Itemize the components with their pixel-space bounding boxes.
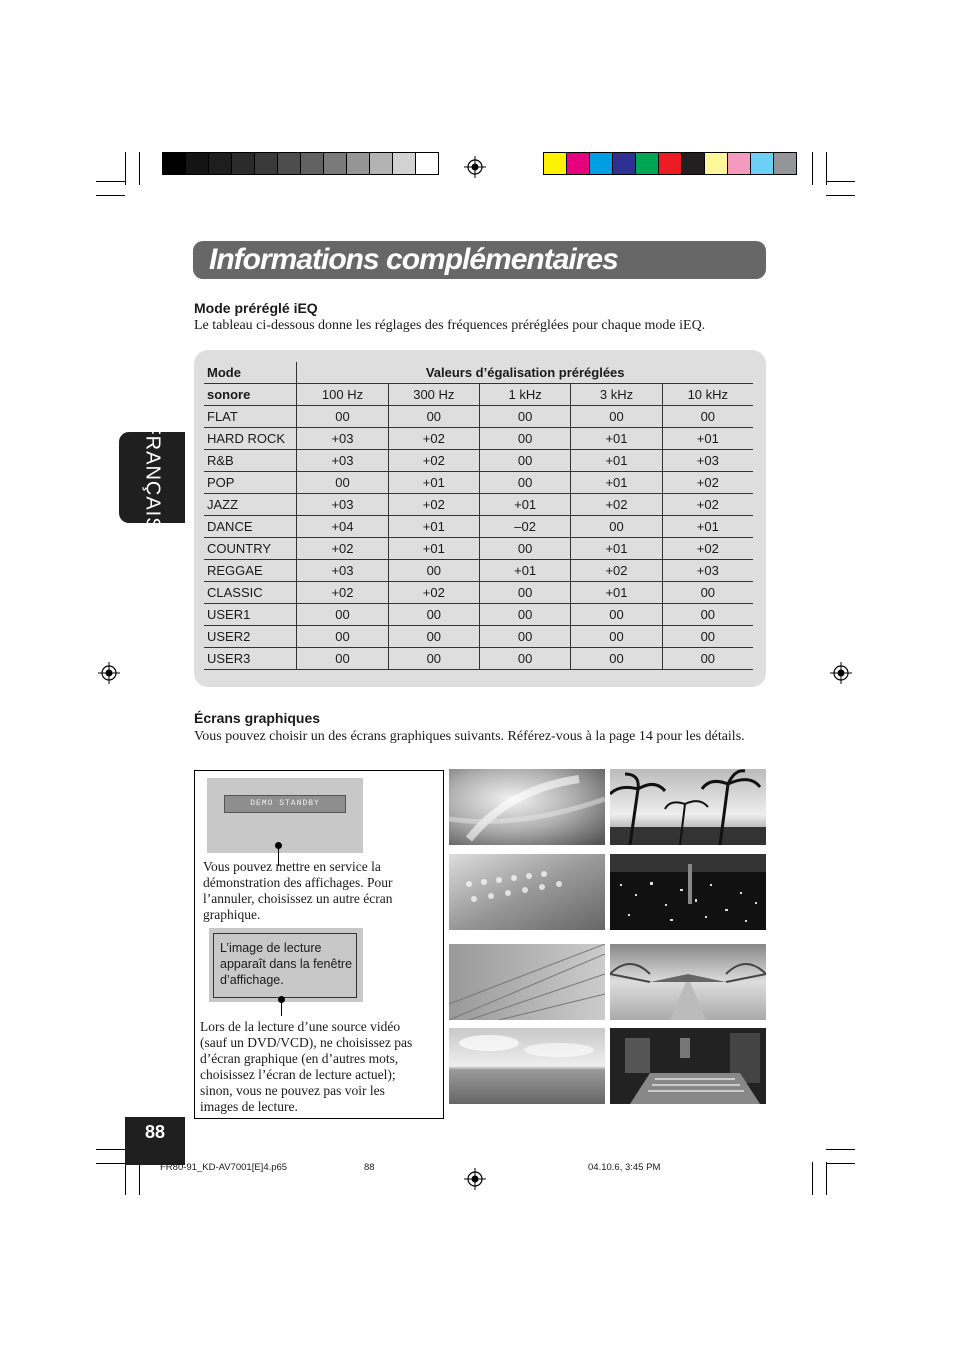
- calibration-swatch: [209, 153, 232, 174]
- value-cell: +01: [662, 516, 753, 538]
- value-cell: 00: [388, 604, 479, 626]
- calibration-swatch: [186, 153, 209, 174]
- graphic-screen-thumbnail: [610, 944, 766, 1020]
- value-cell: 00: [662, 626, 753, 648]
- value-cell: +02: [388, 582, 479, 604]
- crop-mark: [826, 1162, 827, 1195]
- crop-mark: [812, 152, 813, 185]
- freq-header: 3 kHz: [571, 384, 662, 406]
- value-cell: +02: [662, 494, 753, 516]
- language-tab: [119, 422, 185, 532]
- crop-mark: [96, 195, 125, 196]
- crop-mark: [826, 195, 855, 196]
- value-cell: +02: [571, 494, 662, 516]
- value-cell: +01: [479, 494, 570, 516]
- value-cell: +02: [297, 538, 388, 560]
- calibration-swatch: [682, 153, 705, 174]
- value-cell: 00: [479, 428, 570, 450]
- ieq-table: [204, 362, 753, 670]
- value-cell: +02: [297, 582, 388, 604]
- ieq-intro: Le tableau ci-dessous donne les réglages des fréquences préréglées pour chaque mode iEQ.: [194, 318, 706, 333]
- value-cell: 00: [388, 406, 479, 428]
- calibration-swatch: [636, 153, 659, 174]
- value-cell: 00: [297, 604, 388, 626]
- crop-mark: [826, 1149, 855, 1150]
- value-cell: +01: [571, 472, 662, 494]
- table-row: [204, 494, 753, 516]
- calibration-swatch: [347, 153, 370, 174]
- calibration-swatch: [659, 153, 682, 174]
- footer-file: FR80-91_KD-AV7001[E]4.p65: [160, 1162, 288, 1173]
- calibration-swatch: [416, 153, 438, 174]
- mode-cell: DANCE: [204, 516, 297, 538]
- crop-mark: [96, 1149, 125, 1150]
- value-cell: 00: [297, 626, 388, 648]
- value-cell: +03: [297, 428, 388, 450]
- mode-cell: FLAT: [204, 406, 297, 428]
- table-row: [204, 472, 753, 494]
- value-cell: +03: [297, 450, 388, 472]
- value-cell: +03: [662, 560, 753, 582]
- table-row: [204, 626, 753, 648]
- value-cell: 00: [479, 538, 570, 560]
- value-cell: 00: [571, 406, 662, 428]
- header-mode: Mode: [204, 362, 297, 384]
- table-row: [204, 560, 753, 582]
- crop-mark: [125, 1162, 126, 1195]
- color-calibration-bar: [543, 152, 797, 175]
- mode-cell: USER1: [204, 604, 297, 626]
- calibration-swatch: [393, 153, 416, 174]
- value-cell: 00: [571, 626, 662, 648]
- value-cell: 00: [479, 626, 570, 648]
- value-cell: +01: [571, 582, 662, 604]
- table-row: [204, 648, 753, 670]
- freq-header: 300 Hz: [388, 384, 479, 406]
- registration-mark-icon: [464, 156, 486, 178]
- value-cell: +02: [388, 450, 479, 472]
- value-cell: 00: [571, 604, 662, 626]
- graphic-screen-thumbnail: [610, 1028, 766, 1104]
- mode-cell: USER2: [204, 626, 297, 648]
- mode-cell: POP: [204, 472, 297, 494]
- value-cell: 00: [571, 648, 662, 670]
- registration-mark-icon: [464, 1168, 486, 1190]
- calibration-swatch: [590, 153, 613, 174]
- page-title: Informations complémentaires: [209, 243, 618, 276]
- value-cell: 00: [479, 406, 570, 428]
- value-cell: 00: [388, 626, 479, 648]
- value-cell: 00: [388, 648, 479, 670]
- calibration-swatch: [255, 153, 278, 174]
- header-values: Valeurs d’égalisation préréglées: [297, 362, 753, 384]
- calibration-swatch: [163, 153, 186, 174]
- value-cell: +02: [662, 538, 753, 560]
- page-number: 88: [144, 1122, 166, 1142]
- value-cell: +01: [571, 538, 662, 560]
- mode-cell: CLASSIC: [204, 582, 297, 604]
- language-tab-label: FRANÇAIS: [141, 422, 164, 532]
- value-cell: 00: [297, 648, 388, 670]
- table-row: [204, 582, 753, 604]
- value-cell: +01: [388, 538, 479, 560]
- calibration-swatch: [544, 153, 567, 174]
- playback-description: Lors de la lecture d’une source vidéo (sauf un DVD/VCD), ne choisissez pas d’écran graphique (en d’autres mots, choisissez l’écran de lecture actuel); sinon, vous ne pouvez pas voir les images de lecture.: [200, 1019, 413, 1114]
- demo-description: Vous pouvez mettre en service la démonstration des affichages. Pour l’annuler, choisissez un autre écran graphique.: [203, 859, 393, 922]
- calibration-swatch: [774, 153, 796, 174]
- crop-mark: [812, 1162, 813, 1195]
- value-cell: +01: [662, 428, 753, 450]
- ieq-table-panel: [194, 350, 766, 687]
- value-cell: +04: [297, 516, 388, 538]
- value-cell: +01: [388, 472, 479, 494]
- value-cell: +02: [388, 428, 479, 450]
- crop-mark: [826, 181, 855, 182]
- mode-cell: COUNTRY: [204, 538, 297, 560]
- graphic-screen-thumbnail: [449, 769, 605, 845]
- crop-mark: [826, 1163, 855, 1164]
- value-cell: 00: [662, 582, 753, 604]
- table-row: [204, 538, 753, 560]
- crop-mark: [139, 1162, 140, 1195]
- crop-mark: [96, 181, 125, 182]
- demo-standby-label: DEMO STANDBY: [224, 795, 346, 813]
- value-cell: +01: [388, 516, 479, 538]
- calibration-swatch: [751, 153, 774, 174]
- calibration-swatch: [324, 153, 347, 174]
- table-row: [204, 604, 753, 626]
- playback-window: [209, 928, 363, 1002]
- crop-mark: [139, 152, 140, 185]
- crop-mark: [125, 152, 126, 185]
- value-cell: 00: [479, 472, 570, 494]
- value-cell: +01: [571, 428, 662, 450]
- value-cell: +01: [571, 450, 662, 472]
- graphics-heading: Écrans graphiques: [194, 710, 321, 726]
- graphic-screen-thumbnail: [610, 854, 766, 930]
- value-cell: 00: [479, 582, 570, 604]
- value-cell: 00: [297, 472, 388, 494]
- value-cell: +02: [571, 560, 662, 582]
- footer-date: 04.10.6, 3:45 PM: [588, 1162, 661, 1173]
- table-row: [204, 406, 753, 428]
- mode-cell: HARD ROCK: [204, 428, 297, 450]
- value-cell: 00: [388, 560, 479, 582]
- registration-mark-icon: [830, 662, 852, 684]
- graphics-intro: Vous pouvez choisir un des écrans graphiques suivants. Référez-vous à la page 14 pour les détails.: [194, 729, 745, 744]
- graphic-screen-thumbnail: [449, 944, 605, 1020]
- demo-screen: [207, 778, 363, 853]
- value-cell: +01: [479, 560, 570, 582]
- table-row: [204, 428, 753, 450]
- value-cell: –02: [479, 516, 570, 538]
- table-row: [204, 516, 753, 538]
- playback-window-frame: [213, 933, 357, 998]
- calibration-swatch: [705, 153, 728, 174]
- mode-cell: USER3: [204, 648, 297, 670]
- graphic-screen-thumbnail: [449, 1028, 605, 1104]
- calibration-swatch: [728, 153, 751, 174]
- freq-header: 100 Hz: [297, 384, 388, 406]
- freq-header: 10 kHz: [662, 384, 753, 406]
- value-cell: +03: [297, 560, 388, 582]
- calibration-swatch: [301, 153, 324, 174]
- value-cell: 00: [479, 450, 570, 472]
- calibration-swatch: [232, 153, 255, 174]
- calibration-swatch: [370, 153, 393, 174]
- graphic-screen-thumbnail: [449, 854, 605, 930]
- footer-page: 88: [364, 1162, 375, 1173]
- title-band: [193, 241, 766, 279]
- value-cell: +03: [662, 450, 753, 472]
- graphic-screen-thumbnail: [610, 769, 766, 845]
- registration-mark-icon: [98, 662, 120, 684]
- value-cell: 00: [297, 406, 388, 428]
- value-cell: 00: [571, 516, 662, 538]
- mode-cell: R&B: [204, 450, 297, 472]
- freq-header: 1 kHz: [479, 384, 570, 406]
- mode-cell: JAZZ: [204, 494, 297, 516]
- value-cell: +02: [388, 494, 479, 516]
- value-cell: 00: [479, 604, 570, 626]
- calibration-swatch: [567, 153, 590, 174]
- ieq-heading: Mode préréglé iEQ: [194, 300, 318, 316]
- calibration-swatch: [613, 153, 636, 174]
- mode-cell: REGGAE: [204, 560, 297, 582]
- callout-line: [281, 1000, 282, 1016]
- calibration-swatch: [278, 153, 301, 174]
- value-cell: 00: [662, 648, 753, 670]
- value-cell: 00: [479, 648, 570, 670]
- page-number-tab: [125, 1117, 185, 1165]
- table-header-row: [204, 362, 753, 384]
- crop-mark: [96, 1163, 125, 1164]
- value-cell: 00: [662, 406, 753, 428]
- gray-calibration-bar: [162, 152, 439, 175]
- table-header-row: [204, 384, 753, 406]
- playback-window-text: L’image de lecture apparaît dans la fenêtre d’affichage.: [220, 941, 353, 987]
- table-row: [204, 450, 753, 472]
- value-cell: 00: [662, 604, 753, 626]
- header-mode-2: sonore: [204, 384, 297, 406]
- graphics-info-box: [194, 770, 444, 1119]
- value-cell: +03: [297, 494, 388, 516]
- value-cell: +02: [662, 472, 753, 494]
